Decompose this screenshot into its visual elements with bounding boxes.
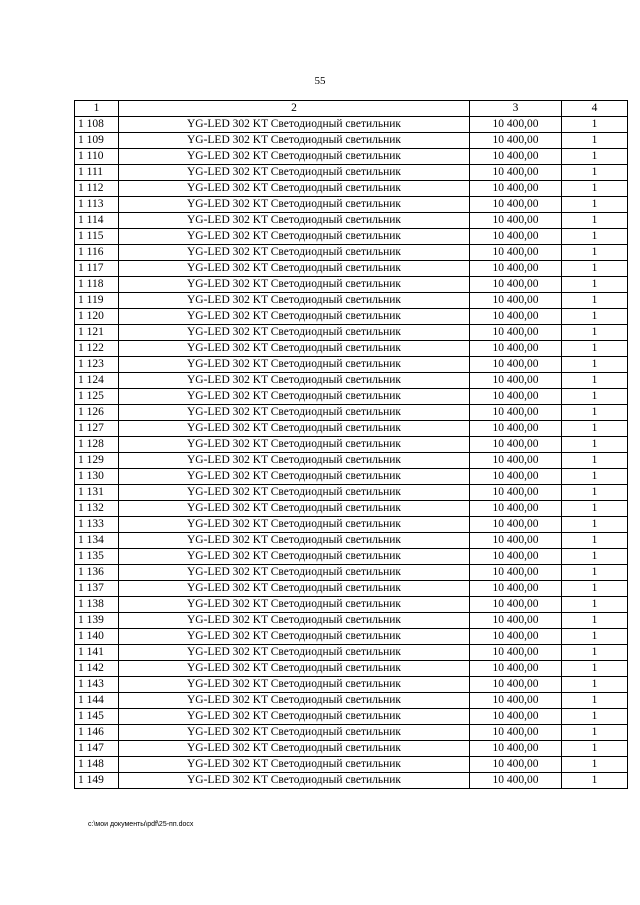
row-number-cell: 1 124 bbox=[75, 373, 119, 389]
quantity-cell: 1 bbox=[562, 389, 628, 405]
row-number-cell: 1 142 bbox=[75, 661, 119, 677]
item-name-cell: YG-LED 302 KT Светодиодный светильник bbox=[119, 677, 470, 693]
quantity-cell: 1 bbox=[562, 485, 628, 501]
row-number-cell: 1 114 bbox=[75, 213, 119, 229]
item-name-cell: YG-LED 302 KT Светодиодный светильник bbox=[119, 661, 470, 677]
table-row bbox=[75, 325, 628, 341]
row-number-cell: 1 140 bbox=[75, 629, 119, 645]
quantity-cell: 1 bbox=[562, 341, 628, 357]
row-number-cell: 1 131 bbox=[75, 485, 119, 501]
price-cell: 10 400,00 bbox=[470, 309, 562, 325]
table-row bbox=[75, 261, 628, 277]
row-number-cell: 1 146 bbox=[75, 725, 119, 741]
price-cell: 10 400,00 bbox=[470, 469, 562, 485]
price-cell: 10 400,00 bbox=[470, 389, 562, 405]
row-number-cell: 1 125 bbox=[75, 389, 119, 405]
price-cell: 10 400,00 bbox=[470, 213, 562, 229]
row-number-cell: 1 108 bbox=[75, 117, 119, 133]
table-row bbox=[75, 533, 628, 549]
price-cell: 10 400,00 bbox=[470, 629, 562, 645]
quantity-cell: 1 bbox=[562, 693, 628, 709]
quantity-cell: 1 bbox=[562, 597, 628, 613]
row-number-cell: 1 147 bbox=[75, 741, 119, 757]
item-name-cell: YG-LED 302 KT Светодиодный светильник bbox=[119, 117, 470, 133]
quantity-cell: 1 bbox=[562, 517, 628, 533]
item-name-cell: YG-LED 302 KT Светодиодный светильник bbox=[119, 309, 470, 325]
item-name-cell: YG-LED 302 KT Светодиодный светильник bbox=[119, 437, 470, 453]
quantity-cell: 1 bbox=[562, 437, 628, 453]
price-cell: 10 400,00 bbox=[470, 597, 562, 613]
item-name-cell: YG-LED 302 KT Светодиодный светильник bbox=[119, 645, 470, 661]
row-number-cell: 1 116 bbox=[75, 245, 119, 261]
quantity-cell: 1 bbox=[562, 357, 628, 373]
table-row bbox=[75, 565, 628, 581]
row-number-cell: 1 134 bbox=[75, 533, 119, 549]
price-cell: 10 400,00 bbox=[470, 757, 562, 773]
row-number-cell: 1 109 bbox=[75, 133, 119, 149]
table-row bbox=[75, 389, 628, 405]
row-number-cell: 1 119 bbox=[75, 293, 119, 309]
items-table bbox=[74, 100, 628, 789]
price-cell: 10 400,00 bbox=[470, 421, 562, 437]
table-row bbox=[75, 725, 628, 741]
quantity-cell: 1 bbox=[562, 469, 628, 485]
row-number-cell: 1 126 bbox=[75, 405, 119, 421]
item-name-cell: YG-LED 302 KT Светодиодный светильник bbox=[119, 453, 470, 469]
table-row bbox=[75, 629, 628, 645]
item-name-cell: YG-LED 302 KT Светодиодный светильник bbox=[119, 613, 470, 629]
item-name-cell: YG-LED 302 KT Светодиодный светильник bbox=[119, 229, 470, 245]
item-name-cell: YG-LED 302 KT Светодиодный светильник bbox=[119, 357, 470, 373]
quantity-cell: 1 bbox=[562, 117, 628, 133]
table-row bbox=[75, 245, 628, 261]
row-number-cell: 1 136 bbox=[75, 565, 119, 581]
row-number-cell: 1 115 bbox=[75, 229, 119, 245]
price-cell: 10 400,00 bbox=[470, 181, 562, 197]
table-row bbox=[75, 437, 628, 453]
row-number-cell: 1 118 bbox=[75, 277, 119, 293]
price-cell: 10 400,00 bbox=[470, 645, 562, 661]
table-row bbox=[75, 549, 628, 565]
item-name-cell: YG-LED 302 KT Светодиодный светильник bbox=[119, 277, 470, 293]
row-number-cell: 1 149 bbox=[75, 773, 119, 789]
row-number-cell: 1 120 bbox=[75, 309, 119, 325]
item-name-cell: YG-LED 302 KT Светодиодный светильник bbox=[119, 485, 470, 501]
quantity-cell: 1 bbox=[562, 757, 628, 773]
item-name-cell: YG-LED 302 KT Светодиодный светильник bbox=[119, 165, 470, 181]
item-name-cell: YG-LED 302 KT Светодиодный светильник bbox=[119, 245, 470, 261]
row-number-cell: 1 133 bbox=[75, 517, 119, 533]
column-header-4: 4 bbox=[562, 101, 628, 117]
row-number-cell: 1 138 bbox=[75, 597, 119, 613]
table-row bbox=[75, 213, 628, 229]
table-row bbox=[75, 485, 628, 501]
quantity-cell: 1 bbox=[562, 421, 628, 437]
table-row bbox=[75, 181, 628, 197]
price-cell: 10 400,00 bbox=[470, 741, 562, 757]
row-number-cell: 1 148 bbox=[75, 757, 119, 773]
price-cell: 10 400,00 bbox=[470, 405, 562, 421]
quantity-cell: 1 bbox=[562, 677, 628, 693]
table-row bbox=[75, 709, 628, 725]
quantity-cell: 1 bbox=[562, 165, 628, 181]
table-row bbox=[75, 421, 628, 437]
item-name-cell: YG-LED 302 KT Светодиодный светильник bbox=[119, 469, 470, 485]
quantity-cell: 1 bbox=[562, 725, 628, 741]
quantity-cell: 1 bbox=[562, 549, 628, 565]
price-cell: 10 400,00 bbox=[470, 437, 562, 453]
table-row bbox=[75, 293, 628, 309]
price-cell: 10 400,00 bbox=[470, 677, 562, 693]
price-cell: 10 400,00 bbox=[470, 581, 562, 597]
table-row bbox=[75, 149, 628, 165]
item-name-cell: YG-LED 302 KT Светодиодный светильник bbox=[119, 373, 470, 389]
table-row bbox=[75, 501, 628, 517]
item-name-cell: YG-LED 302 KT Светодиодный светильник bbox=[119, 773, 470, 789]
column-header-2: 2 bbox=[119, 101, 470, 117]
quantity-cell: 1 bbox=[562, 453, 628, 469]
price-cell: 10 400,00 bbox=[470, 117, 562, 133]
footer-file-path: c:\мои документы\pdf\25-пп.docx bbox=[88, 821, 194, 828]
item-name-cell: YG-LED 302 KT Светодиодный светильник bbox=[119, 549, 470, 565]
quantity-cell: 1 bbox=[562, 661, 628, 677]
price-cell: 10 400,00 bbox=[470, 245, 562, 261]
quantity-cell: 1 bbox=[562, 405, 628, 421]
item-name-cell: YG-LED 302 KT Светодиодный светильник bbox=[119, 293, 470, 309]
quantity-cell: 1 bbox=[562, 245, 628, 261]
price-cell: 10 400,00 bbox=[470, 533, 562, 549]
price-cell: 10 400,00 bbox=[470, 293, 562, 309]
item-name-cell: YG-LED 302 KT Светодиодный светильник bbox=[119, 389, 470, 405]
quantity-cell: 1 bbox=[562, 213, 628, 229]
table-row bbox=[75, 741, 628, 757]
price-cell: 10 400,00 bbox=[470, 613, 562, 629]
table-row bbox=[75, 133, 628, 149]
table-row bbox=[75, 229, 628, 245]
item-name-cell: YG-LED 302 KT Светодиодный светильник bbox=[119, 533, 470, 549]
quantity-cell: 1 bbox=[562, 197, 628, 213]
quantity-cell: 1 bbox=[562, 229, 628, 245]
price-cell: 10 400,00 bbox=[470, 325, 562, 341]
item-name-cell: YG-LED 302 KT Светодиодный светильник bbox=[119, 133, 470, 149]
table-row bbox=[75, 309, 628, 325]
row-number-cell: 1 145 bbox=[75, 709, 119, 725]
quantity-cell: 1 bbox=[562, 645, 628, 661]
quantity-cell: 1 bbox=[562, 741, 628, 757]
price-cell: 10 400,00 bbox=[470, 165, 562, 181]
item-name-cell: YG-LED 302 KT Светодиодный светильник bbox=[119, 261, 470, 277]
quantity-cell: 1 bbox=[562, 325, 628, 341]
table-row bbox=[75, 165, 628, 181]
table-row bbox=[75, 405, 628, 421]
row-number-cell: 1 144 bbox=[75, 693, 119, 709]
item-name-cell: YG-LED 302 KT Светодиодный светильник bbox=[119, 709, 470, 725]
item-name-cell: YG-LED 302 KT Светодиодный светильник bbox=[119, 325, 470, 341]
table-row bbox=[75, 517, 628, 533]
row-number-cell: 1 141 bbox=[75, 645, 119, 661]
table-row bbox=[75, 453, 628, 469]
row-number-cell: 1 110 bbox=[75, 149, 119, 165]
quantity-cell: 1 bbox=[562, 261, 628, 277]
item-name-cell: YG-LED 302 KT Светодиодный светильник bbox=[119, 517, 470, 533]
price-cell: 10 400,00 bbox=[470, 229, 562, 245]
price-cell: 10 400,00 bbox=[470, 133, 562, 149]
quantity-cell: 1 bbox=[562, 293, 628, 309]
price-cell: 10 400,00 bbox=[470, 693, 562, 709]
row-number-cell: 1 143 bbox=[75, 677, 119, 693]
quantity-cell: 1 bbox=[562, 501, 628, 517]
table-row bbox=[75, 469, 628, 485]
price-cell: 10 400,00 bbox=[470, 149, 562, 165]
quantity-cell: 1 bbox=[562, 709, 628, 725]
item-name-cell: YG-LED 302 KT Светодиодный светильник bbox=[119, 405, 470, 421]
table-row bbox=[75, 677, 628, 693]
table-row bbox=[75, 773, 628, 789]
price-cell: 10 400,00 bbox=[470, 341, 562, 357]
price-cell: 10 400,00 bbox=[470, 773, 562, 789]
table-row bbox=[75, 373, 628, 389]
price-cell: 10 400,00 bbox=[470, 661, 562, 677]
table-row bbox=[75, 341, 628, 357]
row-number-cell: 1 111 bbox=[75, 165, 119, 181]
item-name-cell: YG-LED 302 KT Светодиодный светильник bbox=[119, 741, 470, 757]
price-cell: 10 400,00 bbox=[470, 549, 562, 565]
row-number-cell: 1 127 bbox=[75, 421, 119, 437]
price-cell: 10 400,00 bbox=[470, 517, 562, 533]
row-number-cell: 1 135 bbox=[75, 549, 119, 565]
column-header-3: 3 bbox=[470, 101, 562, 117]
quantity-cell: 1 bbox=[562, 277, 628, 293]
row-number-cell: 1 122 bbox=[75, 341, 119, 357]
table-row bbox=[75, 597, 628, 613]
quantity-cell: 1 bbox=[562, 149, 628, 165]
item-name-cell: YG-LED 302 KT Светодиодный светильник bbox=[119, 149, 470, 165]
price-cell: 10 400,00 bbox=[470, 725, 562, 741]
item-name-cell: YG-LED 302 KT Светодиодный светильник bbox=[119, 693, 470, 709]
table-row bbox=[75, 693, 628, 709]
table-row bbox=[75, 581, 628, 597]
price-cell: 10 400,00 bbox=[470, 565, 562, 581]
item-name-cell: YG-LED 302 KT Светодиодный светильник bbox=[119, 181, 470, 197]
quantity-cell: 1 bbox=[562, 613, 628, 629]
item-name-cell: YG-LED 302 KT Светодиодный светильник bbox=[119, 421, 470, 437]
quantity-cell: 1 bbox=[562, 581, 628, 597]
column-header-1: 1 bbox=[75, 101, 119, 117]
row-number-cell: 1 132 bbox=[75, 501, 119, 517]
price-cell: 10 400,00 bbox=[470, 453, 562, 469]
item-name-cell: YG-LED 302 KT Светодиодный светильник bbox=[119, 597, 470, 613]
page-number: 55 bbox=[314, 75, 326, 87]
quantity-cell: 1 bbox=[562, 373, 628, 389]
item-name-cell: YG-LED 302 KT Светодиодный светильник bbox=[119, 757, 470, 773]
item-name-cell: YG-LED 302 KT Светодиодный светильник bbox=[119, 501, 470, 517]
price-cell: 10 400,00 bbox=[470, 197, 562, 213]
table-row bbox=[75, 661, 628, 677]
table-row bbox=[75, 357, 628, 373]
row-number-cell: 1 121 bbox=[75, 325, 119, 341]
quantity-cell: 1 bbox=[562, 181, 628, 197]
price-cell: 10 400,00 bbox=[470, 709, 562, 725]
price-cell: 10 400,00 bbox=[470, 261, 562, 277]
quantity-cell: 1 bbox=[562, 629, 628, 645]
row-number-cell: 1 113 bbox=[75, 197, 119, 213]
row-number-cell: 1 112 bbox=[75, 181, 119, 197]
item-name-cell: YG-LED 302 KT Светодиодный светильник bbox=[119, 213, 470, 229]
table-row bbox=[75, 197, 628, 213]
table-body bbox=[75, 117, 628, 789]
price-cell: 10 400,00 bbox=[470, 501, 562, 517]
item-name-cell: YG-LED 302 KT Светодиодный светильник bbox=[119, 565, 470, 581]
table-header-row bbox=[75, 101, 628, 117]
price-cell: 10 400,00 bbox=[470, 357, 562, 373]
row-number-cell: 1 130 bbox=[75, 469, 119, 485]
item-name-cell: YG-LED 302 KT Светодиодный светильник bbox=[119, 341, 470, 357]
item-name-cell: YG-LED 302 KT Светодиодный светильник bbox=[119, 629, 470, 645]
price-cell: 10 400,00 bbox=[470, 277, 562, 293]
item-name-cell: YG-LED 302 KT Светодиодный светильник bbox=[119, 725, 470, 741]
quantity-cell: 1 bbox=[562, 773, 628, 789]
row-number-cell: 1 137 bbox=[75, 581, 119, 597]
quantity-cell: 1 bbox=[562, 133, 628, 149]
table-row bbox=[75, 277, 628, 293]
item-name-cell: YG-LED 302 KT Светодиодный светильник bbox=[119, 197, 470, 213]
table-row bbox=[75, 757, 628, 773]
row-number-cell: 1 117 bbox=[75, 261, 119, 277]
table-row bbox=[75, 645, 628, 661]
table-row bbox=[75, 613, 628, 629]
row-number-cell: 1 128 bbox=[75, 437, 119, 453]
quantity-cell: 1 bbox=[562, 533, 628, 549]
row-number-cell: 1 139 bbox=[75, 613, 119, 629]
item-name-cell: YG-LED 302 KT Светодиодный светильник bbox=[119, 581, 470, 597]
row-number-cell: 1 129 bbox=[75, 453, 119, 469]
quantity-cell: 1 bbox=[562, 565, 628, 581]
price-cell: 10 400,00 bbox=[470, 373, 562, 389]
quantity-cell: 1 bbox=[562, 309, 628, 325]
price-cell: 10 400,00 bbox=[470, 485, 562, 501]
table-row bbox=[75, 117, 628, 133]
row-number-cell: 1 123 bbox=[75, 357, 119, 373]
